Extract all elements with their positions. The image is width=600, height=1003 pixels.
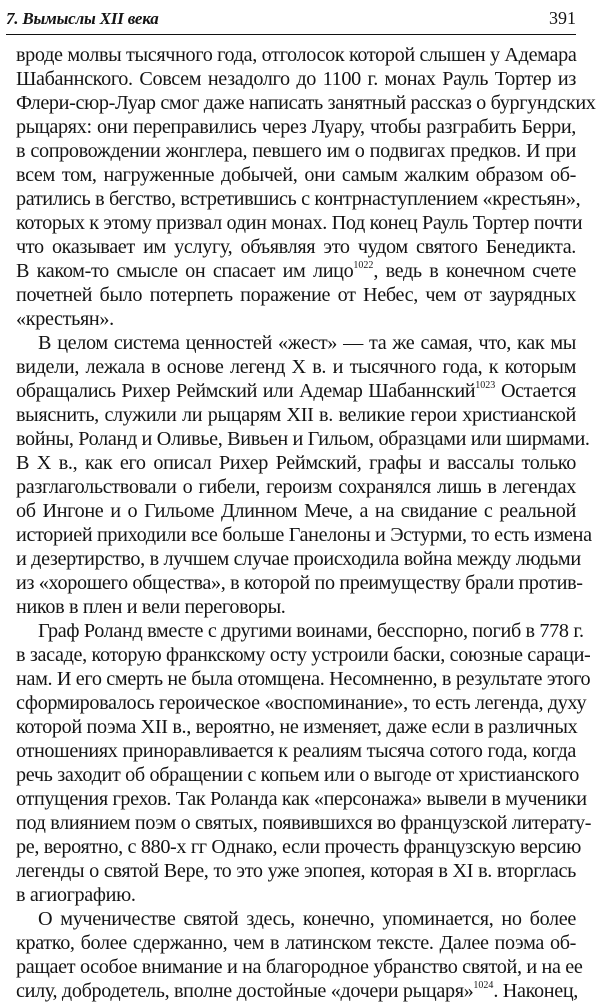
line-text: ратились в бегство, встретившись с контрнаступлением «крестьян», (16, 188, 581, 210)
text-line (16, 91, 596, 115)
line-text: обращались Рихер Реймский или Адемар Шабаннский (16, 380, 476, 402)
text-line (16, 835, 582, 859)
line-text: легенды о святой Вере, то это уже эпопея, которая в XI в. вторглась (16, 860, 576, 882)
paragraph (16, 619, 592, 907)
line-text: вроде молвы тысячного года, отголосок которой слышен у Адемара (16, 44, 577, 66)
text-line (16, 619, 584, 643)
line-text: почетней было потерпеть поражение от Небес, чем от заурядных (16, 284, 576, 306)
line-text: силу, добродетель, вполне достойные «дочери рыцаря» (16, 980, 474, 1002)
footnote-ref: 1022 (353, 260, 374, 271)
line-text: ращает особое внимание и на благородное убранство святой, и на ее (16, 956, 583, 978)
text-line (16, 715, 576, 739)
text-line (16, 955, 583, 979)
line-text: Шабаннского. Совсем незадолго до 1100 г. монах Рауль Тортер из (16, 68, 576, 90)
line-text: В каком-то смысле он спасает им лицо (16, 260, 354, 282)
text-line (16, 643, 591, 667)
footnote-ref: 1023 (475, 380, 496, 391)
text-line (16, 571, 583, 595)
text-line (16, 931, 576, 955)
text-line (16, 907, 576, 931)
line-text: кратко, более сдержанно, чем в латинском тексте. Далее поэма об- (16, 932, 576, 954)
line-text: рыцарях: они переправились через Луару, чтобы разграбить Берри, (16, 116, 576, 138)
text-line (16, 331, 576, 355)
text-line (16, 547, 581, 571)
text-line (16, 811, 592, 835)
line-text: всем том, нагруженные добычей, они самым жалким образом об- (16, 164, 576, 186)
text-line (16, 763, 580, 787)
line-text: отношениях приноравливается к реалиям тысяча сотого года, когда (16, 740, 576, 762)
line-text: историей приходили все больше Ганелоны и Эстурми, то есть измена (16, 524, 592, 546)
text-line (16, 475, 576, 499)
line-text: в агиографию. (16, 884, 136, 906)
paragraph (16, 43, 596, 331)
line-text: выяснить, служили ли рыцарям XII в. великие герои христианской (16, 404, 576, 426)
line-text-continued: . Наконец, (493, 980, 578, 1002)
line-text-continued: , ведь в конечном счете (373, 260, 576, 282)
line-text: в сопровождении жонглера, певшего им о подвигах предков. И при (16, 140, 576, 162)
line-text: что оказывает им услугу, объявляя это чудом святого Бенедикта. (16, 236, 576, 258)
text-line (16, 859, 576, 883)
line-text: ников в плен и вели переговоры. (16, 596, 286, 618)
text-line (16, 787, 587, 811)
text-line (16, 163, 576, 187)
text-line (16, 883, 576, 907)
text-line (16, 427, 590, 451)
text-line (16, 259, 576, 283)
line-text: которых к этому призвал один монах. Под конец Рауль Тортер почти (16, 212, 583, 234)
line-text: В целом система ценностей «жест» — та же самая, что, как мы (38, 332, 576, 354)
text-line (16, 691, 587, 715)
line-text: об Ингоне и о Гильоме Длинном Мече, а на свидание с реальной (16, 500, 576, 522)
text-line (16, 283, 576, 307)
text-line (16, 451, 576, 475)
line-text: О мученичестве святой здесь, конечно, упоминается, но более (38, 908, 576, 930)
body-text (16, 43, 596, 1003)
paragraph (16, 331, 592, 619)
line-text: которой поэма XII в., вероятно, не изменяет, даже если в различных (16, 716, 578, 738)
line-text: войны, Роланд и Оливье, Вивьен и Гильом, образцами или ширмами. (16, 428, 590, 450)
text-line (16, 187, 581, 211)
line-text: Флери-сюр-Луар смог даже написать занятный рассказ о бургундских (16, 92, 596, 114)
running-title: 7. Вымыслы XII века (6, 9, 159, 28)
line-text: ре, вероятно, с 880-х гг Однако, если прочесть французскую версию (16, 836, 582, 858)
line-text: сформировалось героическое «воспоминание», то есть легенда, духу (16, 692, 587, 714)
text-line (16, 403, 576, 427)
line-text: из «хорошего общества», в которой по преимуществу брали против- (16, 572, 583, 594)
line-text: отпущения грехов. Так Роланда как «персонажа» вывели в мученики (16, 788, 587, 810)
running-header (6, 4, 576, 35)
text-line (16, 139, 576, 163)
text-line (16, 211, 583, 235)
text-line (16, 235, 576, 259)
text-line (16, 739, 576, 763)
line-text-continued: Остается (495, 380, 576, 402)
line-text: в засаде, которую франкскому осту устроили баски, союзные сараци- (16, 644, 591, 666)
line-text: Граф Роланд вместе с другими воинами, бесспорно, погиб в 778 г. (38, 620, 584, 642)
line-text: под влиянием поэм о святых, появившихся во французской литерату- (16, 812, 592, 834)
line-text: и дезертирство, в лучшем случае происходила война между людьми (16, 548, 581, 570)
text-line (16, 307, 576, 331)
line-text: видели, лежала в основе легенд X в. и тысячного года, к которым (16, 356, 576, 378)
text-line (16, 523, 592, 547)
text-line (16, 355, 576, 379)
text-line (16, 115, 576, 139)
text-line (16, 379, 576, 403)
text-line (16, 43, 576, 67)
line-text: нам. И его смерть не была отомщена. Несомненно, в результате этого (16, 668, 591, 690)
paragraph (16, 907, 583, 1003)
text-line (16, 499, 576, 523)
line-text: В X в., как его описал Рихер Реймский, графы и вассалы только (16, 452, 576, 474)
text-line (16, 595, 576, 619)
text-line (16, 67, 576, 91)
footnote-ref: 1024 (473, 980, 494, 991)
text-line (16, 979, 576, 1003)
page-number: 391 (549, 8, 576, 28)
line-text: «крестьян». (16, 308, 114, 330)
text-line (16, 667, 591, 691)
line-text: разглагольствовали о гибели, героизм сохранялся лишь в легендах (16, 476, 576, 498)
line-text: речь заходит об обращении с копьем или о выгоде от христианского (16, 764, 580, 786)
